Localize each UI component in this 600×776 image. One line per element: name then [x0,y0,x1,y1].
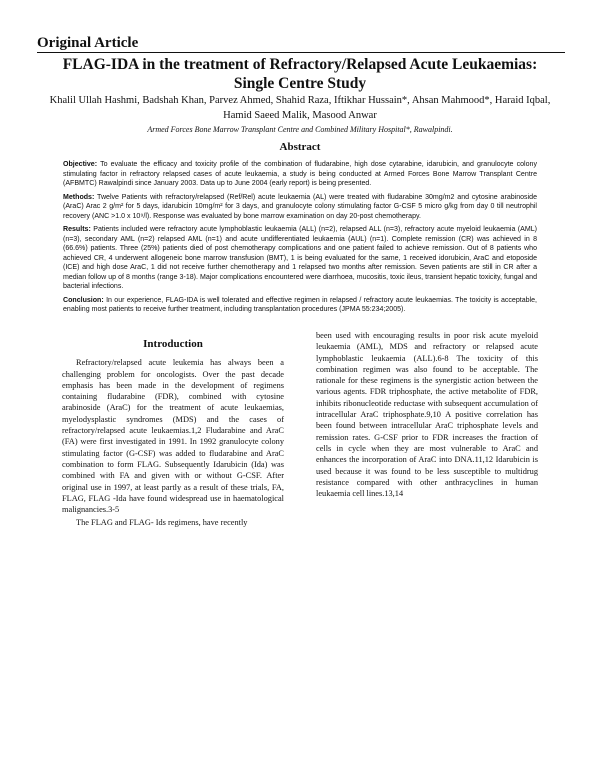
intro-paragraph-1: Refractory/relapsed acute leukemia has always been a challenging problem for oncologists. Over the past decade emphasis has been made in the development of regimens containing fludarabine (FDR), combined with cytosine arabinoside (AraC) for the treatment of acute leukaemias, myelodysplastic syndromes (MDS) and the cases of refractory/relapsed acute leukaemias.1,2 Fludarabine and AraC (FA) were first investigated in 1991. In 1992 granulocyte colony stimulating factor (G-CSF) was added to fludarabine and AraC combination to form FLAG. Subsequently Idarubicin (Ida) was combined with FA and given with or without G-CSF. After original use in 1997, at least partly as a result of these trials, FA, FLAG, FLAG -Ida have found widespread use in haematological malignancies.3-5 [62,358,284,515]
conclusion-label: Conclusion: [63,296,104,304]
authors-line-2: Hamid Saeed Malik, Masood Anwar [223,110,377,121]
affiliation: Armed Forces Bone Marrow Transplant Centre and Combined Military Hospital*, Rawalpindi. [147,125,453,134]
abstract-objective [63,160,537,189]
objective-label: Objective: [63,161,98,168]
introduction-heading: Introduction [143,338,203,350]
results-label: Results: [63,226,91,233]
abstract-results [63,225,537,292]
abstract-heading: Abstract [279,141,321,153]
results-text: Patients included were refractory acute lymphoblastic leukaemia (ALL) (n=2), relapsed ALL (n=3), refractory acute myeloid leukaemia (AML) (n=3), secondary AML (n=2) relapsed AML (n=1) and acute undifferentiated leukaemia (AUL) (n=1). Complete remission (CR) was achieved in 8 (66.6%) patients. Three (25%) patients died of post chemotherapy complications and one patient failed to achieve remission. Out of 8 patients who achieved CR, 4 underwent allogeneic bone marrow transfusion (BMT), 1 is being evaluated for the same, 1 received idorubicin, AraC and etoposide (ICE) and high dose AraC, 1 did not receive further chemotherapy and 1 relapsed two months after remission. Seven patients are still in CR after a median follow up of 8 months (range 3-18). Major complications encountered were diarrhoea, mucositis, toxic ileus, transient hepatic toxicity, fungal and bacterial infections. [63,226,537,290]
objective-text: To evaluate the efficacy and toxicity profile of the combination of fludarabine, high dose cytarabine, idarubicin, and granulocyte colony stimulating factor in refractory relapsed cases of acute leukaemia, a study is being conducted at Armed Forces Bone Marrow Transplant Centre (AFBMTC) Rawalpindi since January 2003. Data up to June 2004 (early report) is being presented. [63,161,537,187]
abstract-conclusion [63,296,537,315]
author-list [30,93,570,123]
title-line-2: Single Centre Study [233,75,367,92]
abstract-body [63,160,537,319]
authors-line-1: Khalil Ullah Hashmi, Badshah Khan, Parvez Ahmed, Shahid Raza, Iftikhar Hussain*, Ahsan Mahmood*, Haraid Iqbal, [49,95,551,106]
left-column [62,335,284,531]
right-column [316,330,538,501]
section-label: Original Article [37,35,139,51]
methods-text: Twelve Patients with refractory/relapsed (Ref/Rel) acute leukaemia (AL) were treated with fludarabine 30mg/m2 and cytosine arabinoside (AraC) Arac 2 g/m² for 5 days, idarubicin 10mg/m² for 3 days, and granulocyte colony stimulating factor G-CSF 5 micro g/kg from day 0 till neutrophil recovery (ANC >1.0 x 10⁹/l). Response was evaluated by bone marrow examination on day 20-post chemotherapy. [63,193,537,220]
methods-label: Methods: [63,193,95,201]
intro-paragraph-2: The FLAG and FLAG- Ids regimens, have recently [76,518,248,528]
header-rule [37,52,565,53]
article-title [30,55,570,93]
title-line-1: FLAG-IDA in the treatment of Refractory/Relapsed Acute Leukaemias: [62,56,538,73]
conclusion-text: In our experience, FLAG-IDA is well tolerated and effective regimen in relapsed / refractory acute leukaemias. The toxicity is acceptable, enabling most patients to receive further treatment, including transplantation procedures (JPMA 55:234;2005). [63,296,537,313]
intro-paragraph-continued: been used with encouraging results in poor risk acute myeloid leukaemia (AML), MDS and refractory or relapsed acute lymphoblastic leukaemia (ALL).6-8 The toxicity of this combination regimen was also found to be acceptable. The rationale for these regimens is the synergistic action between the various agents. FDR triphosphate, the active metabolite of FDR, inhibits ribonucleotide reductase with subsequent accumulation of intracellular AraC triphosphate.9,10 A positive correlation has been found between intracellular AraC triphosphate levels and remission rates. G-CSF prior to FDR increases the fraction of cells in cycle when they are most vulnerable to AraC and enhances the incorporation of AraC into DNA.11,12 Idarubicin is used because it was found to be less susceptible to multidrug resistance compared with other anthracyclines in human leukaemia cell lines.13,14 [316,331,538,499]
abstract-methods [63,193,537,222]
